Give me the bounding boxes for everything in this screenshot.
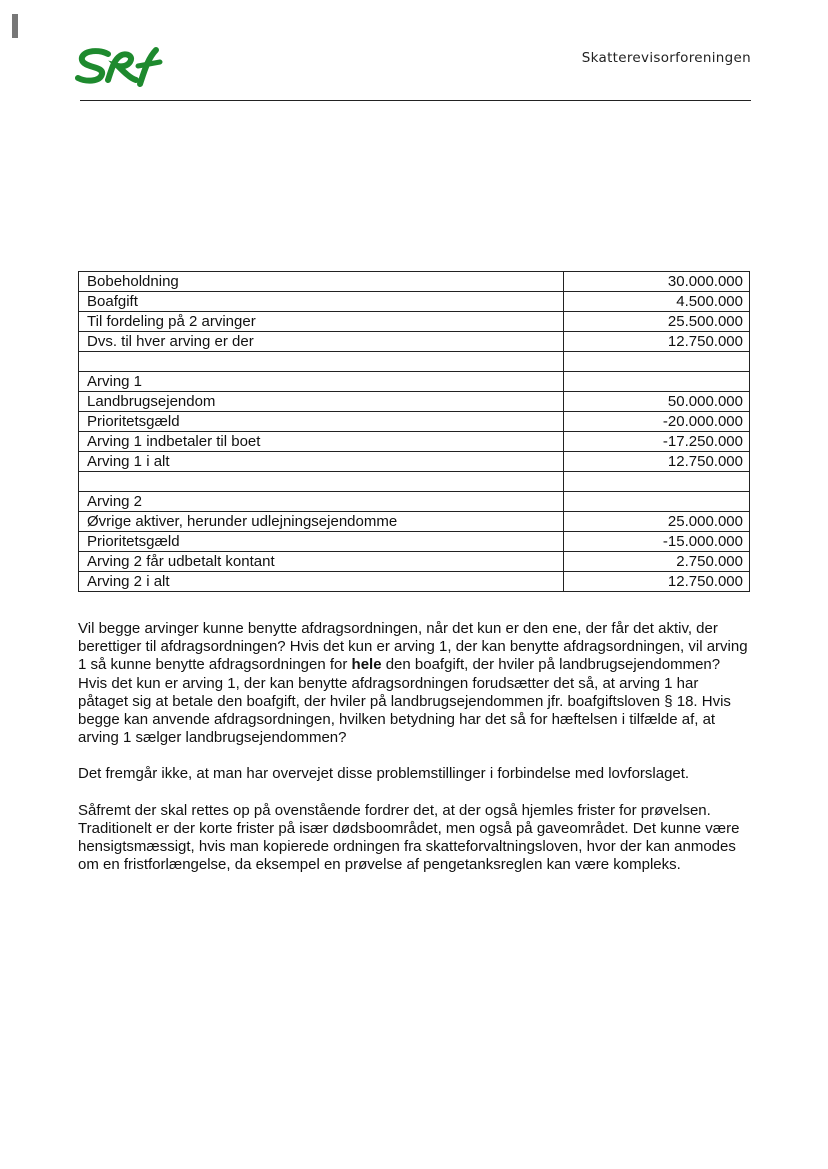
- emphasis-hele: hele: [351, 656, 382, 674]
- table-row: [79, 332, 750, 352]
- row-label: Arving 1: [79, 372, 564, 392]
- row-label: Dvs. til hver arving er der: [79, 332, 564, 352]
- header-divider: [80, 100, 751, 101]
- body-text: [78, 620, 751, 892]
- row-label: Prioritetsgæld: [79, 412, 564, 432]
- table-row: [79, 512, 750, 532]
- row-label: Til fordeling på 2 arvinger: [79, 312, 564, 332]
- row-value: 12.750.000: [564, 332, 750, 352]
- row-value: 25.500.000: [564, 312, 750, 332]
- row-value: 12.750.000: [564, 452, 750, 472]
- row-label: [79, 352, 564, 372]
- paragraph-1: Vil begge arvinger kunne benytte afdragsordningen, når det kun er den ene, der får det aktiv, der berettiger til afdragsordningen? Hvis det kun er arving 1, der kan benytte afdragsordningen, vil arving 1 så kunne benytte afdragsordningen for hele den boafgift, der hviler på landbrugsejendommen? Hvis det kun er arving 1, der kan benytte afdragsordningen forudsætter det så, at arving 1 har påtaget sig at betale den boafgift, der hviler på landbrugsejendommen jfr. boafgiftsloven § 18. Hvis begge kan anvende afdragsordningen, hvilken betydning har det så for hæftelsen i tilfælde af, at arving 1 sælger landbrugsejendommen?: [78, 620, 748, 747]
- table-row: [79, 492, 750, 512]
- table-row: [79, 272, 750, 292]
- row-value: 50.000.000: [564, 392, 750, 412]
- row-value: [564, 492, 750, 512]
- organization-name: Skatterevisorforeningen: [581, 50, 751, 66]
- financial-table: [78, 271, 750, 592]
- row-label: Boafgift: [79, 292, 564, 312]
- row-label: Arving 2: [79, 492, 564, 512]
- table-row: [79, 532, 750, 552]
- table-row: [79, 352, 750, 372]
- row-label: [79, 472, 564, 492]
- row-value: 30.000.000: [564, 272, 750, 292]
- table-row: [79, 412, 750, 432]
- row-value: 2.750.000: [564, 552, 750, 572]
- row-value: -17.250.000: [564, 432, 750, 452]
- row-label: Landbrugsejendom: [79, 392, 564, 412]
- row-value: [564, 472, 750, 492]
- table-row: [79, 312, 750, 332]
- row-value: 25.000.000: [564, 512, 750, 532]
- paragraph-2: Det fremgår ikke, at man har overvejet disse problemstillinger i forbindelse med lovforslaget.: [78, 765, 690, 783]
- row-label: Øvrige aktiver, herunder udlejningsejendomme: [79, 512, 564, 532]
- table-row: [79, 472, 750, 492]
- table-row: [79, 372, 750, 392]
- table-row: [79, 432, 750, 452]
- row-value: 12.750.000: [564, 572, 750, 592]
- row-label: Prioritetsgæld: [79, 532, 564, 552]
- row-value: 4.500.000: [564, 292, 750, 312]
- table-row: [79, 392, 750, 412]
- table-row: [79, 292, 750, 312]
- row-value: [564, 352, 750, 372]
- scan-artifact: [12, 14, 18, 38]
- srf-logo-icon: [74, 44, 164, 95]
- table-row: [79, 572, 750, 592]
- row-value: -15.000.000: [564, 532, 750, 552]
- table-row: [79, 552, 750, 572]
- row-label: Arving 2 i alt: [79, 572, 564, 592]
- row-label: Bobeholdning: [79, 272, 564, 292]
- row-label: Arving 1 i alt: [79, 452, 564, 472]
- row-label: Arving 2 får udbetalt kontant: [79, 552, 564, 572]
- row-value: [564, 372, 750, 392]
- row-value: -20.000.000: [564, 412, 750, 432]
- row-label: Arving 1 indbetaler til boet: [79, 432, 564, 452]
- table-row: [79, 452, 750, 472]
- paragraph-3: Såfremt der skal rettes op på ovenstående fordrer det, at der også hjemles frister for prøvelsen. Traditionelt er der korte frister på især dødsboområdet, men også på gaveområdet. Det kunne være hensigtsmæssigt, hvis man kopierede ordningen fra skatteforvaltningsloven, hvor der kan anmodes om en fristforlængelse, da eksempel en prøvelse af pengetanksreglen kan være kompleks.: [78, 801, 740, 874]
